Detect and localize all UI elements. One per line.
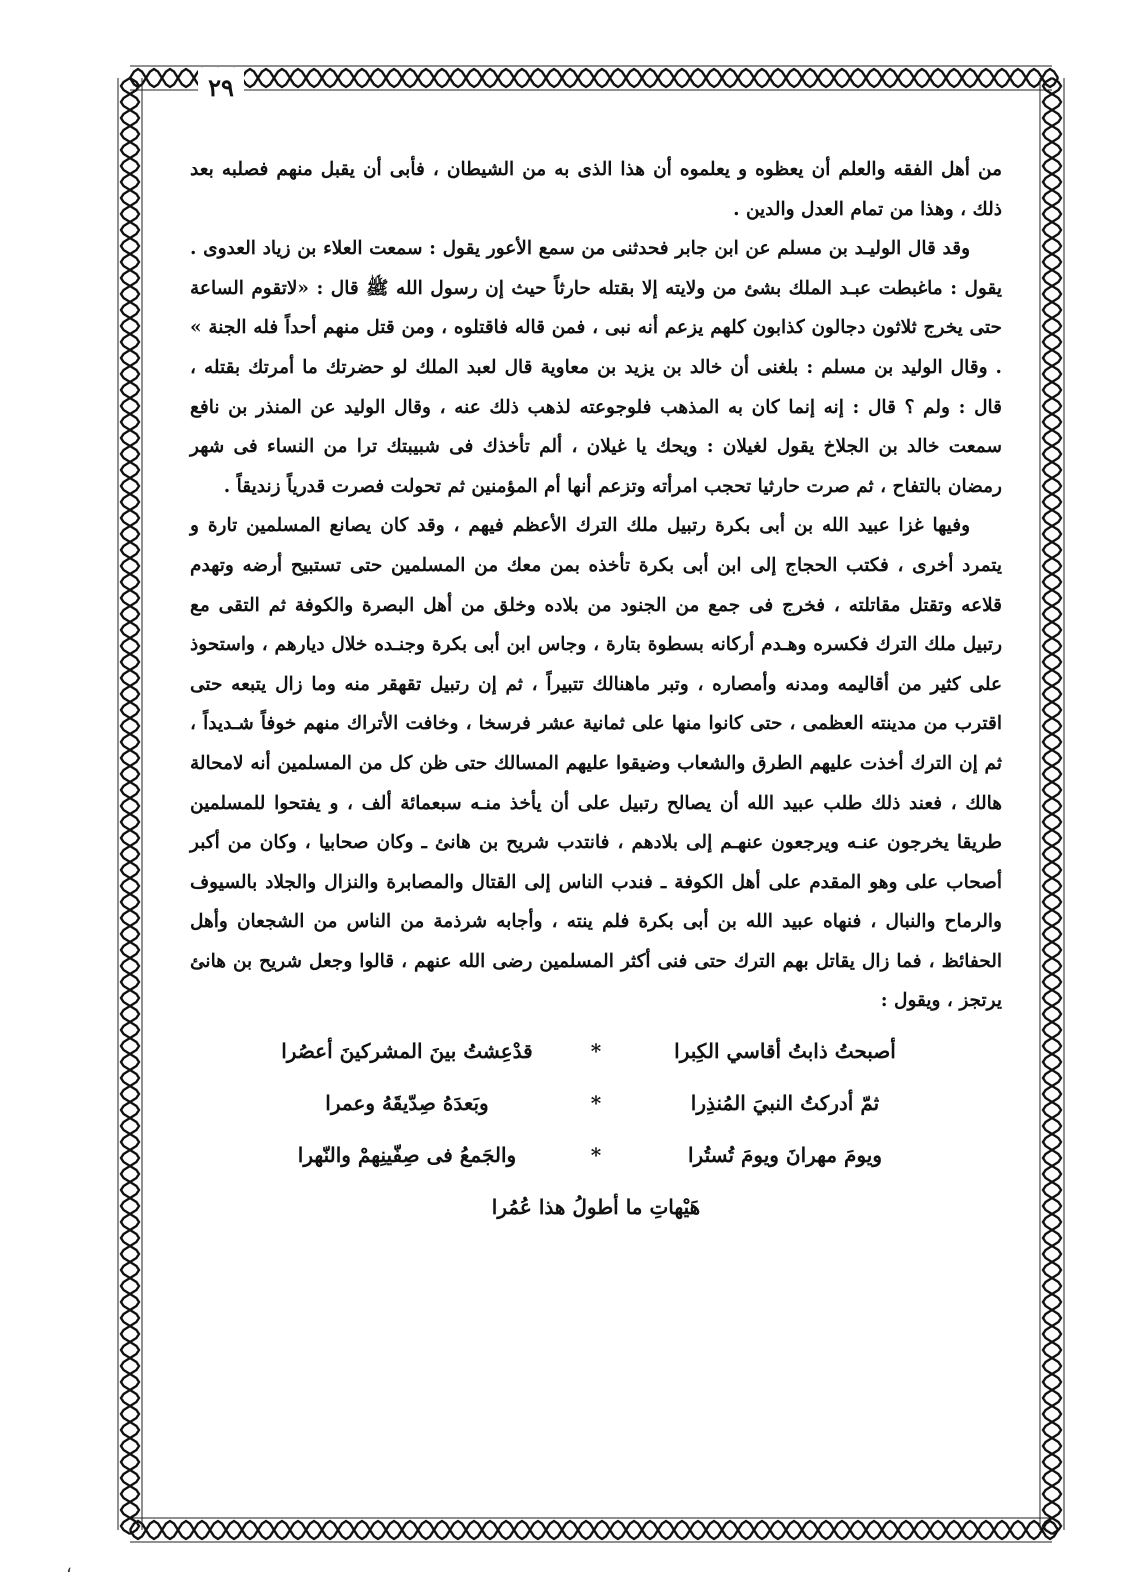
verse-1: [190, 1025, 1002, 1077]
paragraph-3: وفيها غزا عبيد الله بن أبى بكرة رتبيل ملك الترك الأعظم فيهم ، وقد كان يصانع المسلمين تارة و يتمرد أخرى ، فكتب الحجاج إلى ابن أبى بكرة تأخذه بمن معك من المسلمين حتى تستبيح أرضه وتهدم قلاعه وتقتل مقاتلته ، فخرج فى جمع من الجنود من بلاده وخلق من أهل البصرة والكوفة ثم التقى مع رتبيل ملك الترك فكسره وهـدم أركانه بسطوة بتارة ، وجاس ابن أبى بكرة وجنـده خلال ديارهم ، واستحوذ على كثير من أقاليمه ومدنه وأمصاره ، وتبر ماهنالك تتبيراً ، ثم إن رتبيل تقهقر منه وما زال يتبعه حتى اقترب من مدينته العظمى ، حتى كانوا منها على ثمانية عشر فرسخا ، وخافت الأتراك منهم خوفاً شـديداً ، ثم إن الترك أخذت عليهم الطرق والشعاب وضيقوا عليهم المسالك حتى ظن كل من المسلمين أنه لامحالة هالك ، فعند ذلك طلب عبيد الله أن يصالح رتبيل على أن يأخذ منـه سبعمائة ألف ، و يفتحوا للمسلمين طريقا يخرجون عنـه ويرجعون عنهـم إلى بلادهم ، فانتدب شريح بن هانئ ـ وكان صحابيا ، وكان من أكبر أصحاب على وهو المقدم على أهل الكوفة ـ فندب الناس إلى القتال والمصابرة والنزال والجلاد بالسيوف والرماح والنبال ، فنهاه عبيد الله بن أبى بكرة فلم ينته ، وأجابه شرذمة من الناس من الشجعان وأهل الحفائظ ، فما زال يقاتل بهم الترك حتى فنى أكثر المسلمين رضى الله عنهم ، قالوا وجعل شريح بن هانئ يرتجز ، ويقول :: [190, 515, 1002, 1012]
page-body: [190, 150, 1002, 1440]
stray-mark: ،: [66, 1556, 72, 1577]
verse-1-first: أصبحتُ ذابتُ أقاسي الكِبرا: [674, 1039, 896, 1064]
page-number: ٢٩: [198, 68, 244, 108]
border-bottom: [130, 1518, 1058, 1542]
paragraph-2: وقد قال الوليـد بن مسلم عن ابن جابر فحدثنى من سمع الأعور يقول : سمعت العلاء بن زياد العدوى . يقول : ماغبطت عبـد الملك بشئ من ولايته إلا بقتله حارثاً حيث إن رسول الله ﷺ قال : «لاتقوم الساعة حتى يخرج ثلاثون دجالون كذابون كلهم يزعم أنه نبى ، فمن قاله فاقتلوه ، ومن قتل منهم أحداً فله الجنة » . وقال الوليد بن مسلم : بلغنى أن خالد بن يزيد بن معاوية قال لعبد الملك لو حضرتك ما أمرتك بقتله ، قال : ولم ؟ قال : إنه إنما كان به المذهب فلوجوعته لذهب ذلك عنه ، وقال الوليد عن المنذر بن نافع سمعت خالد بن الجلاخ يقول لغيلان : ويحك يا غيلان ، ألم تأخذك فى شبيبتك ترا من النساء فى شهر رمضان بالتفاح ، ثم صرت حارثيا تحجب امرأته وتزعم أنها أم المؤمنين ثم تحولت فصرت قدرياً زنديقاً .: [190, 238, 1003, 497]
verse-closing: هَيْهاتِ ما أطولُ هذا عُمُرا: [491, 1195, 701, 1220]
verse-2-first: ثمّ أدركتُ النبيَ المُنذِرا: [690, 1091, 880, 1116]
verse-3-second: والجَمعُ فى صِفّينِهمْ والنّهرا: [297, 1143, 517, 1168]
verse-3-first: ويومَ مهرانَ ويومَ تُستُرا: [687, 1143, 882, 1168]
verse-separator: *: [590, 1039, 602, 1064]
verse-2-second: وبَعدَهُ صِدّيقَهُ وعمرا: [325, 1091, 489, 1116]
paragraph-1: من أهل الفقه والعلم أن يعظوه و يعلموه أن هذا الذى به من الشيطان ، فأبى أن يقبل منهم فصلبه بعد ذلك ، وهذا من تمام العدل والدين .: [190, 159, 1002, 220]
border-top: [130, 66, 1058, 90]
verse-3: [190, 1129, 1002, 1181]
border-left: [118, 78, 142, 1534]
verse-separator: *: [590, 1091, 602, 1116]
verse-1-second: قدْعِشتُ بينَ المشركينَ أعصُرا: [281, 1039, 533, 1064]
verse-separator: *: [590, 1143, 602, 1168]
verse-2: [190, 1077, 1002, 1129]
border-right: [1040, 78, 1064, 1534]
poem: [190, 1025, 1002, 1233]
